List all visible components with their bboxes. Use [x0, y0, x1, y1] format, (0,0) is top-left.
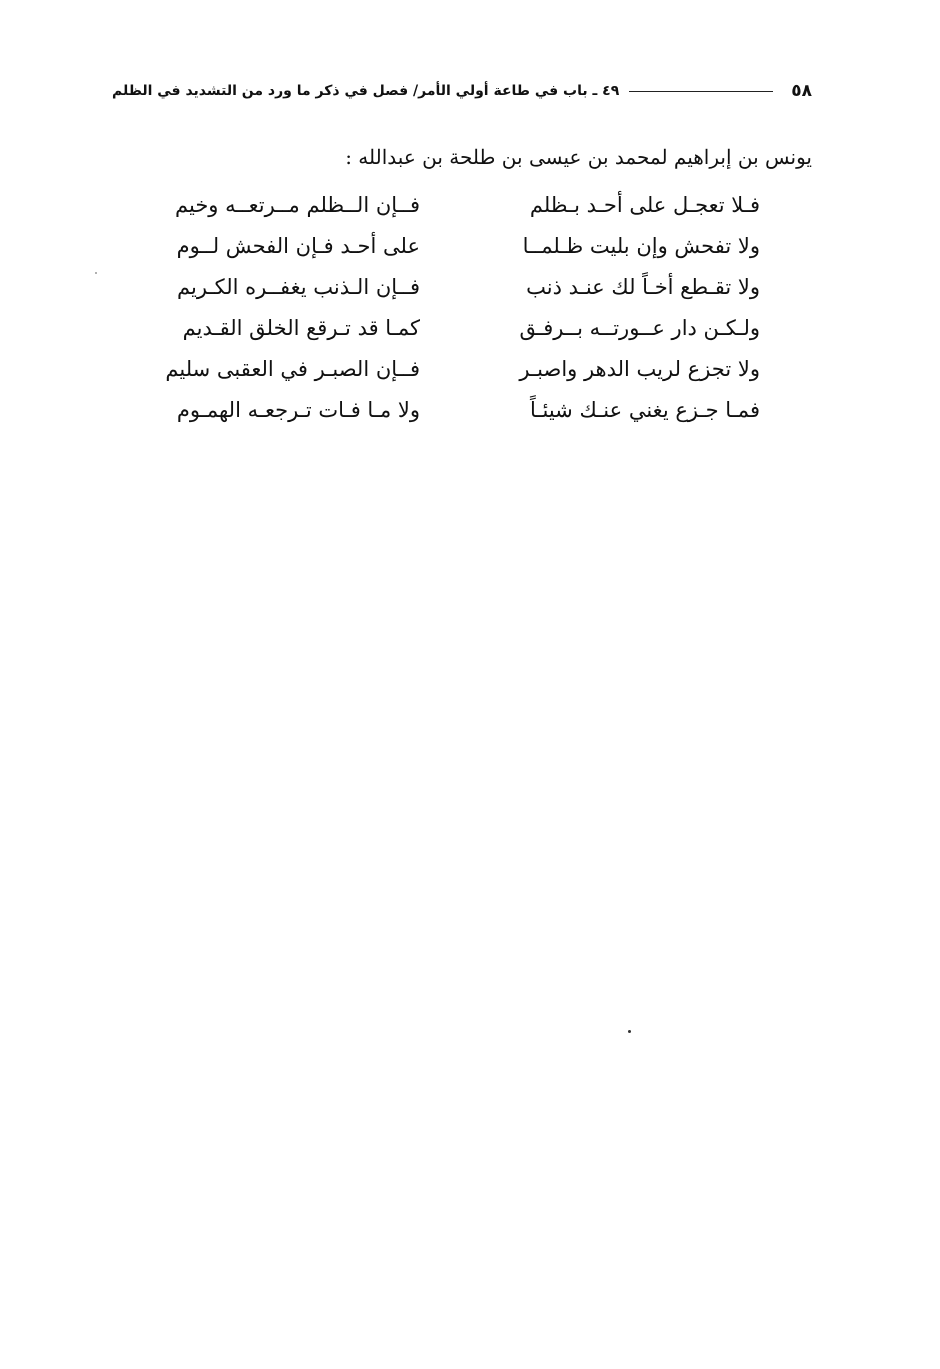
verse-first-hemistich: ولا تفحش وإن بليت ظـلمــا — [522, 233, 760, 258]
verse — [160, 348, 760, 389]
verse-second-hemistich: فــإن الـذنب يغفــره الكـريم — [177, 274, 420, 299]
scan-speck — [95, 272, 97, 274]
verse-first-hemistich: ولا تقـطع أخـاً لك عنـد ذنب — [526, 274, 760, 299]
verse — [160, 307, 760, 348]
page-number: ٥٨ — [791, 81, 812, 101]
verse-second-hemistich: فــإن الــظلم مــرتعــه وخيم — [175, 192, 420, 217]
running-header — [112, 74, 812, 108]
verse-first-hemistich: ولـكـن دار عــورتــه بــرفـق — [519, 315, 760, 340]
verse — [160, 389, 760, 430]
verse-second-hemistich: ولا مـا فـات تـرجعـه الهمـوم — [176, 397, 420, 422]
verse-first-hemistich: فـلا تعجـل على أحـد بـظلم — [529, 192, 760, 217]
intro-line: يونس بن إبراهيم لمحمد بن عيسى بن طلحة بن عبدالله : — [345, 145, 812, 169]
verse-first-hemistich: ولا تجزع لريب الدهر واصبـر — [519, 356, 760, 381]
running-header-title: ٤٩ ـ باب في طاعة أولي الأمر/ فصل في ذكر ما ورد من التشديد في الظلم — [112, 83, 620, 99]
verse — [160, 266, 760, 307]
verse — [160, 184, 760, 225]
verse-second-hemistich: فــإن الصبـر في العقبى سليم — [165, 356, 420, 381]
scan-speck — [628, 1030, 631, 1033]
poem — [160, 184, 760, 430]
verse-first-hemistich: فمـا جـزع يغني عنـك شيئـاً — [529, 397, 760, 422]
verse-second-hemistich: على أحـد فـإن الفحش لــوم — [176, 233, 420, 258]
verse — [160, 225, 760, 266]
verse-second-hemistich: كمـا قد تـرقع الخلق القـديم — [182, 315, 420, 340]
header-rule — [629, 91, 773, 92]
